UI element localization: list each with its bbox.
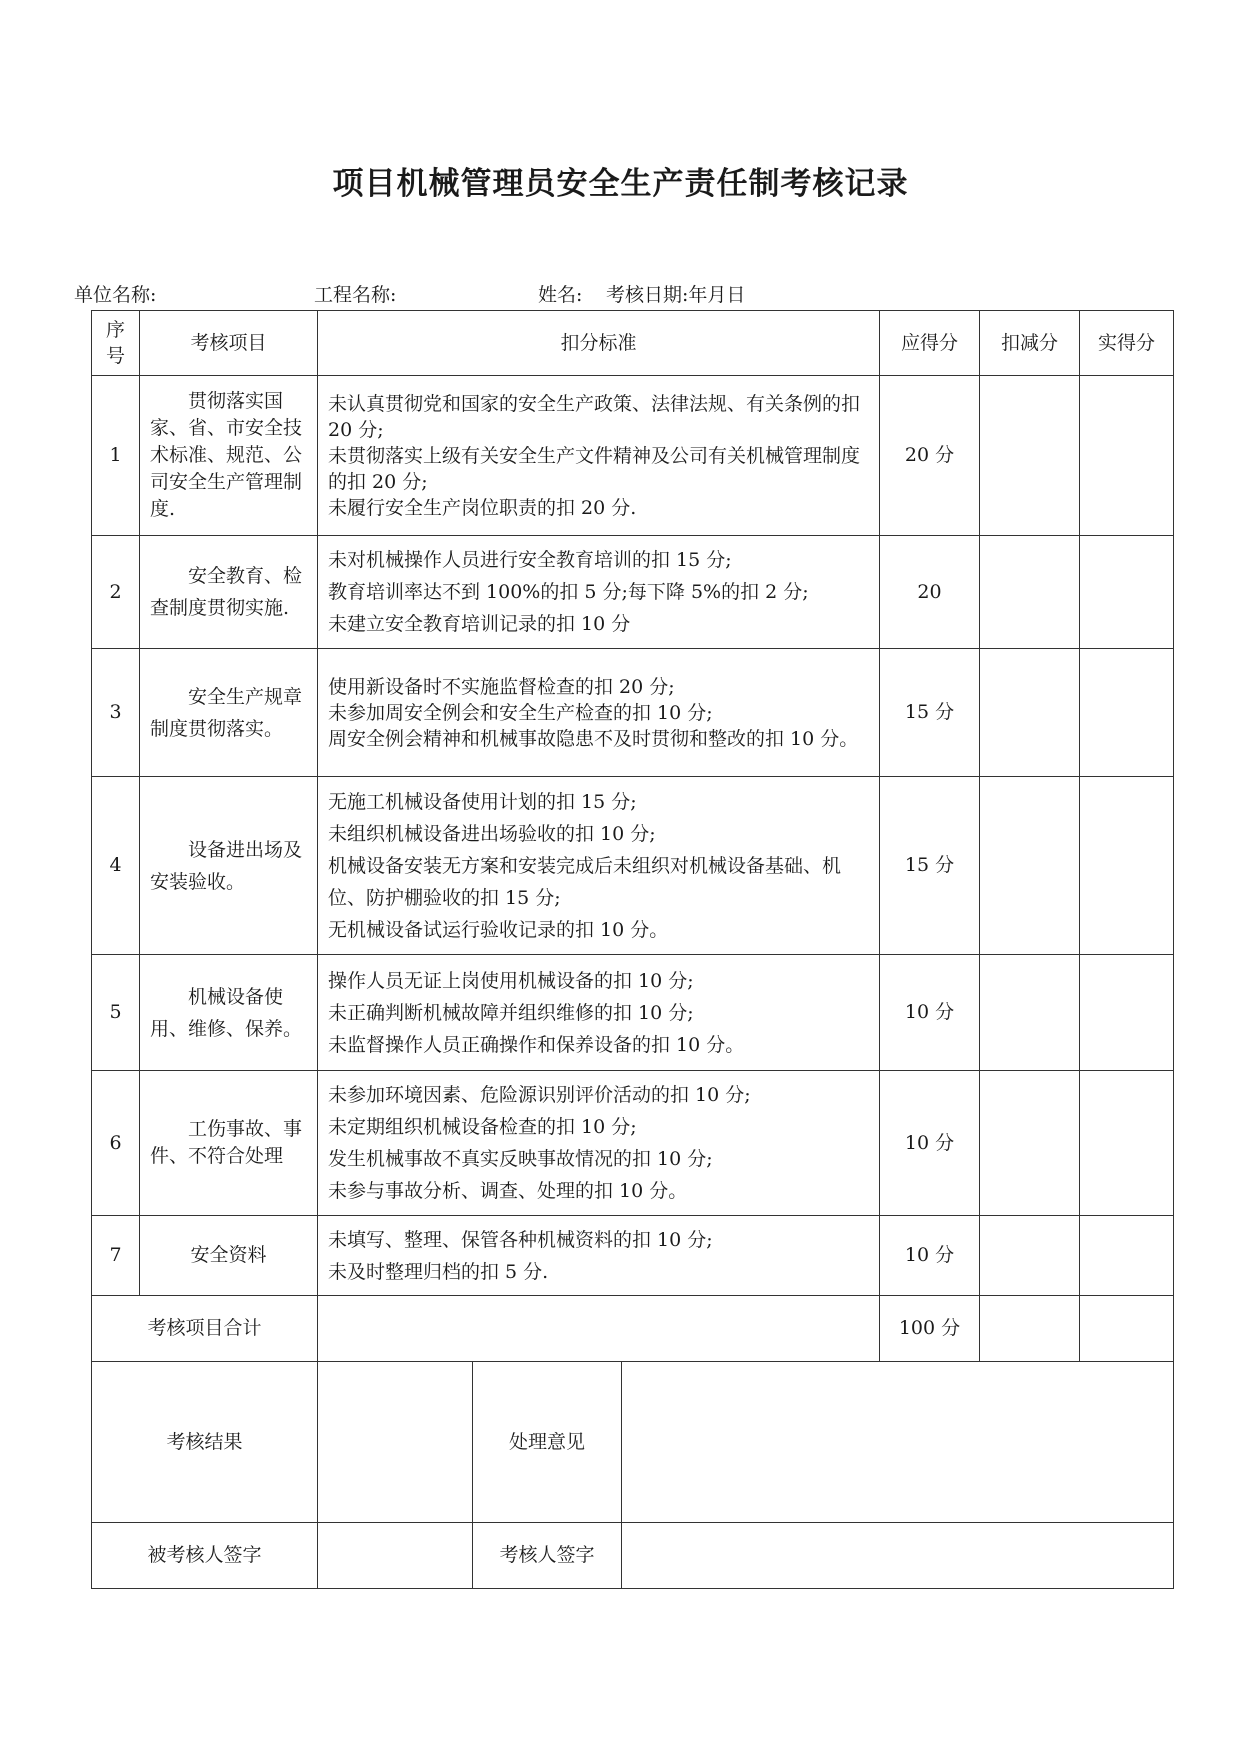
- result-row: [92, 1362, 1174, 1523]
- signature-row: [92, 1523, 1174, 1589]
- row-standard: 未参加环境因素、危险源识别评价活动的扣 10 分; 未定期组织机械设备检查的扣 10 分; 发生机械事故不真实反映事故情况的扣 10 分; 未参与事故分析、调查、处理的扣 10 分。: [318, 1071, 880, 1216]
- opinion-label: 处理意见: [473, 1362, 622, 1523]
- row-standard: 操作人员无证上岗使用机械设备的扣 10 分; 未正确判断机械故障并组织维修的扣 10 分; 未监督操作人员正确操作和保养设备的扣 10 分。: [318, 955, 880, 1071]
- row-should-score: 20 分: [880, 376, 980, 536]
- row-seq: 3: [92, 649, 140, 777]
- row-deduct-cell[interactable]: [980, 1216, 1080, 1296]
- row-actual-cell[interactable]: [1080, 649, 1174, 777]
- row-should-score: 10 分: [880, 955, 980, 1071]
- row-item: 机械设备使用、维修、保养。: [140, 955, 318, 1071]
- row-item: 安全资料: [140, 1216, 318, 1296]
- row-should-score: 10 分: [880, 1216, 980, 1296]
- header-actual-score: 实得分: [1080, 311, 1174, 376]
- row-should-score: 10 分: [880, 1071, 980, 1216]
- row-deduct-cell[interactable]: [980, 777, 1080, 955]
- row-seq: 6: [92, 1071, 140, 1216]
- row-seq: 4: [92, 777, 140, 955]
- row-standard: 无施工机械设备使用计划的扣 15 分; 未组织机械设备进出场验收的扣 10 分; 机械设备安装无方案和安装完成后未组织对机械设备基础、机位、防护棚验收的扣 15 分; 无机械设备试运行验收记录的扣 10 分。: [318, 777, 880, 955]
- total-deduct-cell[interactable]: [980, 1296, 1080, 1362]
- table-row: [92, 777, 1174, 955]
- header-item: 考核项目: [140, 311, 318, 376]
- row-should-score: 20: [880, 536, 980, 649]
- assessment-table: [91, 310, 1174, 1589]
- name-label: 姓名:: [538, 284, 583, 306]
- header-deduct-score: 扣减分: [980, 311, 1080, 376]
- row-actual-cell[interactable]: [1080, 376, 1174, 536]
- row-actual-cell[interactable]: [1080, 1071, 1174, 1216]
- row-standard: 使用新设备时不实施监督检查的扣 20 分; 未参加周安全例会和安全生产检查的扣 10 分; 周安全例会精神和机械事故隐患不及时贯彻和整改的扣 10 分。: [318, 649, 880, 777]
- examinee-signature-label: 被考核人签字: [92, 1523, 318, 1589]
- row-should-score: 15 分: [880, 777, 980, 955]
- page-title: 项目机械管理员安全生产责任制考核记录: [332, 166, 909, 202]
- row-item: 安全生产规章制度贯彻落实。: [140, 649, 318, 777]
- total-label: 考核项目合计: [92, 1296, 318, 1362]
- row-actual-cell[interactable]: [1080, 777, 1174, 955]
- row-deduct-cell[interactable]: [980, 1071, 1080, 1216]
- examiner-signature-label: 考核人签字: [473, 1523, 622, 1589]
- row-item: 设备进出场及安装验收。: [140, 777, 318, 955]
- table-row: [92, 649, 1174, 777]
- total-standard-cell: [318, 1296, 880, 1362]
- header-seq: 序号: [92, 311, 140, 376]
- row-item: 贯彻落实国家、省、市安全技术标准、规范、公司安全生产管理制度.: [140, 376, 318, 536]
- row-seq: 2: [92, 536, 140, 649]
- result-label: 考核结果: [92, 1362, 318, 1523]
- row-deduct-cell[interactable]: [980, 649, 1080, 777]
- header-standard: 扣分标准: [318, 311, 880, 376]
- table-row: [92, 376, 1174, 536]
- row-standard: 未认真贯彻党和国家的安全生产政策、法律法规、有关条例的扣 20 分; 未贯彻落实上级有关安全生产文件精神及公司有关机械管理制度的扣 20 分; 未履行安全生产岗位职责的扣 20 分.: [318, 376, 880, 536]
- table-row: [92, 536, 1174, 649]
- row-item: 工伤事故、事件、不符合处理: [140, 1071, 318, 1216]
- total-row: [92, 1296, 1174, 1362]
- result-value-cell[interactable]: [318, 1362, 473, 1523]
- row-seq: 7: [92, 1216, 140, 1296]
- row-deduct-cell[interactable]: [980, 955, 1080, 1071]
- header-should-score: 应得分: [880, 311, 980, 376]
- table-row: [92, 955, 1174, 1071]
- row-should-score: 15 分: [880, 649, 980, 777]
- row-actual-cell[interactable]: [1080, 955, 1174, 1071]
- row-actual-cell[interactable]: [1080, 1216, 1174, 1296]
- exam-date-label: 考核日期:年月日: [606, 284, 746, 306]
- row-seq: 1: [92, 376, 140, 536]
- unit-name-label: 单位名称:: [74, 284, 157, 306]
- row-standard: 未对机械操作人员进行安全教育培训的扣 15 分; 教育培训率达不到 100%的扣 5 分;每下降 5%的扣 2 分; 未建立安全教育培训记录的扣 10 分: [318, 536, 880, 649]
- project-name-label: 工程名称:: [314, 284, 397, 306]
- row-item: 安全教育、检查制度贯彻实施.: [140, 536, 318, 649]
- form-header: [74, 280, 1174, 308]
- table-header-row: [92, 311, 1174, 376]
- row-deduct-cell[interactable]: [980, 376, 1080, 536]
- examinee-signature-cell[interactable]: [318, 1523, 473, 1589]
- table-row: [92, 1071, 1174, 1216]
- row-seq: 5: [92, 955, 140, 1071]
- total-score: 100 分: [880, 1296, 980, 1362]
- total-actual-cell[interactable]: [1080, 1296, 1174, 1362]
- row-standard: 未填写、整理、保管各种机械资料的扣 10 分; 未及时整理归档的扣 5 分.: [318, 1216, 880, 1296]
- examiner-signature-cell[interactable]: [622, 1523, 1174, 1589]
- row-deduct-cell[interactable]: [980, 536, 1080, 649]
- row-actual-cell[interactable]: [1080, 536, 1174, 649]
- table-row: [92, 1216, 1174, 1296]
- opinion-value-cell[interactable]: [622, 1362, 1174, 1523]
